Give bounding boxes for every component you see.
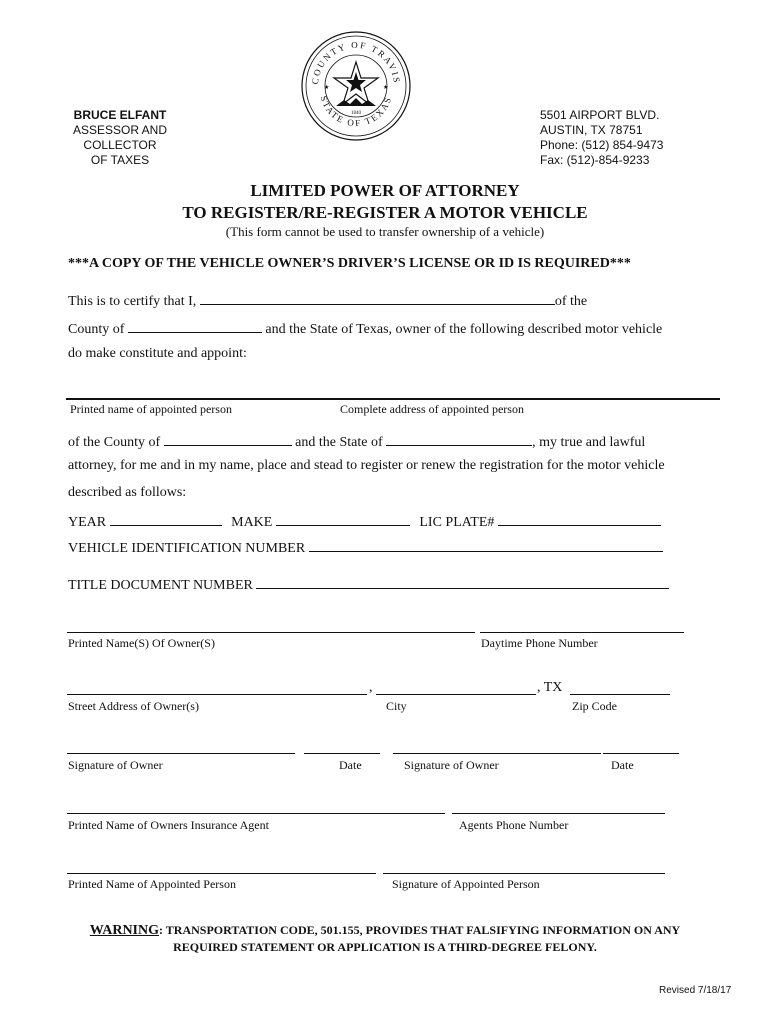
label-insurance-agent: Printed Name of Owners Insurance Agent [68,818,269,832]
fax: Fax: (512)-854-9233 [540,153,650,167]
label-city: City [386,699,407,713]
county-line [68,318,662,338]
assessor-title-2: OF TAXES [90,153,150,167]
form-subtitle: (This form cannot be used to transfer ownership of a vehicle) [225,224,545,239]
phone: Phone: (512) 854-9473 [540,138,664,152]
seal-bottom-text: STATE OF TEXAS [318,94,394,129]
printed-appointed-field[interactable] [67,873,376,874]
revised-date: Revised 7/18/17 [659,985,732,996]
svg-text:★: ★ [383,85,389,91]
appoint-line: do make constitute and appoint: [68,346,247,361]
label-date-1: Date [339,758,362,772]
form-title-2: TO REGISTER/RE-REGISTER A MOTOR VEHICLE [182,203,588,222]
label-date-2: Date [611,758,634,772]
label-appointed-name: Printed name of appointed person [70,402,232,416]
county-prefix: County of [68,322,125,337]
warning-line-1: : TRANSPORTATION CODE, 501.155, PROVIDES THAT FALSIFYING INFORMATION ON ANY [159,923,681,937]
city-field[interactable] [376,694,536,695]
daytime-phone-field[interactable] [480,632,684,633]
zip-field[interactable] [570,694,670,695]
vin-line [68,537,663,557]
county-seal [300,30,412,142]
insurance-agent-field[interactable] [67,813,445,814]
vehicle-line [68,511,661,531]
year-field[interactable] [110,511,222,526]
printed-owners-field[interactable] [67,632,475,633]
id-requirement: ***A COPY OF THE VEHICLE OWNER’S DRIVER’S LICENSE OR ID IS REQUIRED*** [68,256,631,271]
year-label: YEAR [68,515,107,530]
certify-suffix: of the [554,294,588,309]
seal-top-text: COUNTY OF TRAVIS [309,39,403,85]
certify-line [68,290,587,310]
vin-field[interactable] [309,537,663,552]
comma: , [369,680,373,695]
county2-line [68,431,645,451]
owner-county-field[interactable] [128,318,262,333]
make-field[interactable] [276,511,410,526]
appointed-county-field[interactable] [164,431,292,446]
label-appointed-address: Complete address of appointed person [340,402,524,416]
attorney-line: attorney, for me and in my name, place and stead to register or renew the registration for the motor vehicle [68,458,665,473]
warning-block [0,922,770,956]
address-line-2: AUSTIN, TX 78751 [540,123,643,137]
county2-mid: and the State of [295,435,383,450]
address-line-1: 5501 AIRPORT BLVD. [540,108,660,122]
signature-appointed-field[interactable] [383,873,665,874]
appointed-state-field[interactable] [386,431,532,446]
assessor-block [50,108,190,168]
county-suffix: and the State of Texas, owner of the following described motor vehicle [265,322,663,337]
label-signature-appointed: Signature of Appointed Person [392,877,540,891]
plate-label: LIC PLATE# [419,515,495,530]
label-zip: Zip Code [572,699,617,713]
date-2-field[interactable] [603,753,679,754]
make-label: MAKE [231,515,273,530]
assessor-name: BRUCE ELFANT [73,108,167,122]
label-printed-appointed: Printed Name of Appointed Person [68,877,236,891]
vin-label: VEHICLE IDENTIFICATION NUMBER [68,541,306,556]
described-line: described as follows: [68,485,187,500]
title-doc-label: TITLE DOCUMENT NUMBER [68,578,253,593]
svg-text:★: ★ [324,85,330,91]
date-1-field[interactable] [304,753,380,754]
state-tx: , TX [537,680,563,695]
certify-prefix: This is to certify that I, [68,294,197,309]
title-doc-line [68,574,669,594]
title-doc-field[interactable] [256,574,669,589]
office-address-block [540,108,663,168]
label-printed-owners: Printed Name(S) Of Owner(S) [68,636,215,650]
label-agent-phone: Agents Phone Number [459,818,569,832]
agent-phone-field[interactable] [452,813,665,814]
seal-year: 1840 [351,111,361,116]
county2-prefix: of the County of [68,435,161,450]
form-title: LIMITED POWER OF ATTORNEY [250,181,520,200]
warning-line-2: REQUIRED STATEMENT OR APPLICATION IS A THIRD-DEGREE FELONY. [173,940,597,954]
owner-name-field[interactable] [200,290,555,305]
label-sig-owner-1: Signature of Owner [68,758,163,772]
street-field[interactable] [67,694,367,695]
label-daytime-phone: Daytime Phone Number [481,636,598,650]
assessor-title: ASSESSOR AND COLLECTOR [72,123,168,152]
appointed-person-field[interactable] [66,398,720,400]
county2-suffix: , my true and lawful [532,435,646,450]
signature-owner-2-field[interactable] [393,753,601,754]
plate-field[interactable] [498,511,661,526]
signature-owner-1-field[interactable] [67,753,295,754]
warning-label: WARNING [89,923,160,938]
label-sig-owner-2: Signature of Owner [404,758,499,772]
label-street: Street Address of Owner(s) [68,699,199,713]
